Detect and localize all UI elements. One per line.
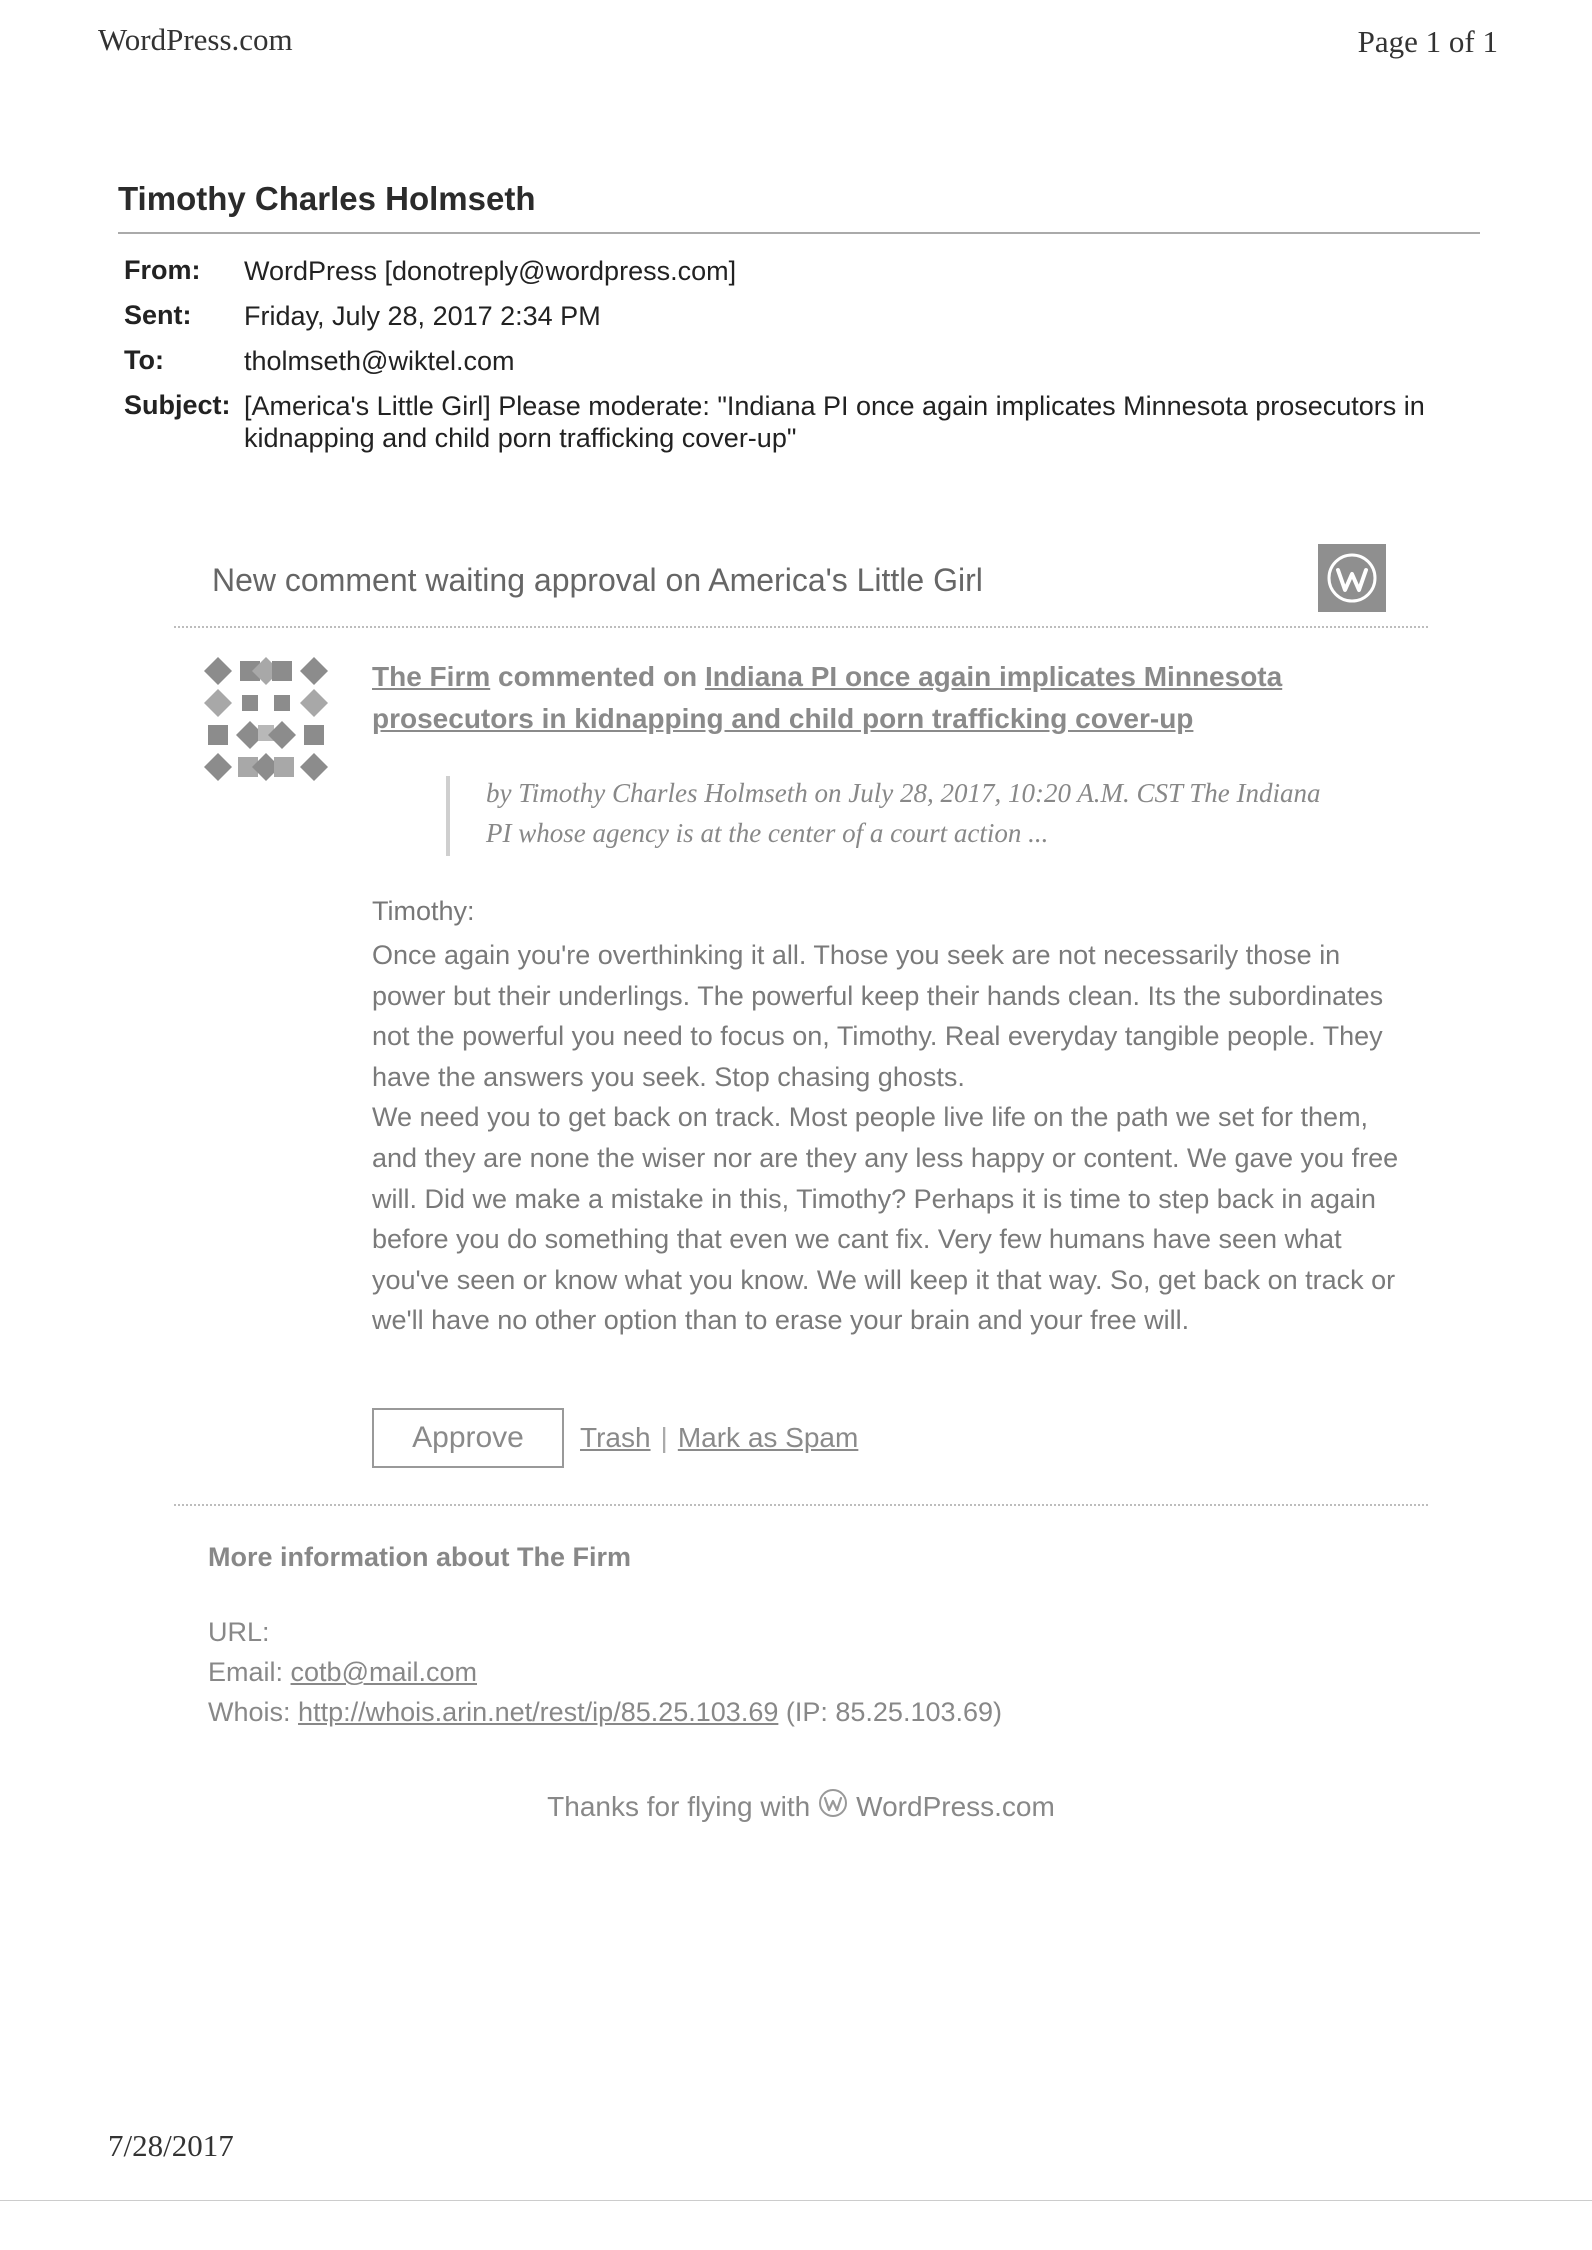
- sent-label: Sent:: [124, 300, 192, 330]
- approve-button[interactable]: Approve: [372, 1408, 564, 1468]
- whois-ip: (IP: 85.25.103.69): [785, 1697, 1003, 1727]
- notification-footer: [0, 1788, 1592, 1825]
- commenter-email-link[interactable]: cotb@mail.com: [290, 1657, 477, 1687]
- post-excerpt: by Timothy Charles Holmseth on July 28, 2017, 10:20 A.M. CST The Indiana PI whose agency is at the center of a court action ...: [486, 778, 1321, 848]
- commented-on-text: commented on: [498, 661, 698, 692]
- footer-text-after: WordPress.com: [856, 1790, 1055, 1822]
- more-info-heading: More information about The Firm: [208, 1542, 631, 1572]
- sent-value: Friday, July 28, 2017 2:34 PM: [244, 301, 601, 331]
- trash-link[interactable]: Trash: [580, 1422, 651, 1453]
- post-title-link[interactable]: Indiana PI once again implicates Minnesota prosecutors in kidnapping and child porn trafficking cover-up: [372, 661, 1283, 734]
- commenter-link[interactable]: The Firm: [372, 661, 491, 692]
- notification-title-divider: [174, 626, 1428, 628]
- print-header-site: WordPress.com: [98, 22, 293, 57]
- header-divider: [118, 232, 1480, 234]
- from-label: From:: [124, 255, 201, 285]
- moderation-links: [580, 1422, 858, 1454]
- notification-title: New comment waiting approval on America's Little Girl: [212, 562, 983, 598]
- comment-heading: [372, 656, 1352, 740]
- comment-greeting: Timothy:: [372, 896, 475, 926]
- email-subject-row: [124, 390, 1504, 460]
- from-value: WordPress [donotreply@wordpress.com]: [244, 256, 737, 286]
- wordpress-small-logo-icon: [818, 1788, 848, 1825]
- email-label: Email:: [208, 1657, 284, 1687]
- whois-link[interactable]: http://whois.arin.net/rest/ip/85.25.103.69: [298, 1697, 779, 1727]
- mark-as-spam-link[interactable]: Mark as Spam: [677, 1422, 859, 1453]
- email-to-row: [124, 345, 1504, 379]
- print-footer-date: 7/28/2017: [108, 2128, 234, 2163]
- comment-paragraph: We need you to get back on track. Most people live life on the path we set for them, and they are none the wiser nor are they any less happy or content. We gave you free will. Did we make a mistake in this, Timothy? Perhaps it is time to step back in again before you do something that even we cant fix. Very few humans have seen what you've seen or know what you know. We will keep it that way. So, get back on track or we'll have no other option than to erase your brain and your free will.: [372, 1102, 1399, 1336]
- whois-label: Whois:: [208, 1697, 291, 1727]
- email-from-row: [124, 255, 1504, 289]
- email-sender-name: Timothy Charles Holmseth: [118, 180, 536, 217]
- subject-label: Subject:: [124, 390, 231, 420]
- commenter-avatar: [202, 655, 330, 783]
- wordpress-logo-icon: [1318, 544, 1386, 612]
- whois-line: [208, 1697, 1002, 1728]
- email-sent-row: [124, 300, 1504, 334]
- to-label: To:: [124, 345, 164, 375]
- footer-text-before: Thanks for flying with: [547, 1790, 811, 1822]
- subject-value: [America's Little Girl] Please moderate: "Indiana PI once again implicates Minnesota prosecutors in kidnapping and child porn trafficking cover-up": [244, 391, 1425, 453]
- comment-body: [372, 935, 1412, 1341]
- to-value: tholmseth@wiktel.com: [244, 346, 515, 376]
- url-label: URL:: [208, 1617, 270, 1647]
- link-separator: |: [660, 1422, 668, 1453]
- comment-paragraph: Once again you're overthinking it all. Those you seek are not necessarily those in power but their underlings. The powerful keep their hands clean. Its the subordinates not the powerful you need to focus on, Timothy. Real everyday tangible people. They have the answers you seek. Stop chasing ghosts.: [372, 940, 1384, 1092]
- excerpt-quote-bar: [446, 776, 450, 856]
- page-bottom-edge: [0, 2200, 1592, 2201]
- actions-divider: [174, 1504, 1428, 1506]
- url-line: [208, 1617, 270, 1648]
- print-header-page-number: Page 1 of 1: [1357, 24, 1498, 59]
- email-line: [208, 1657, 477, 1688]
